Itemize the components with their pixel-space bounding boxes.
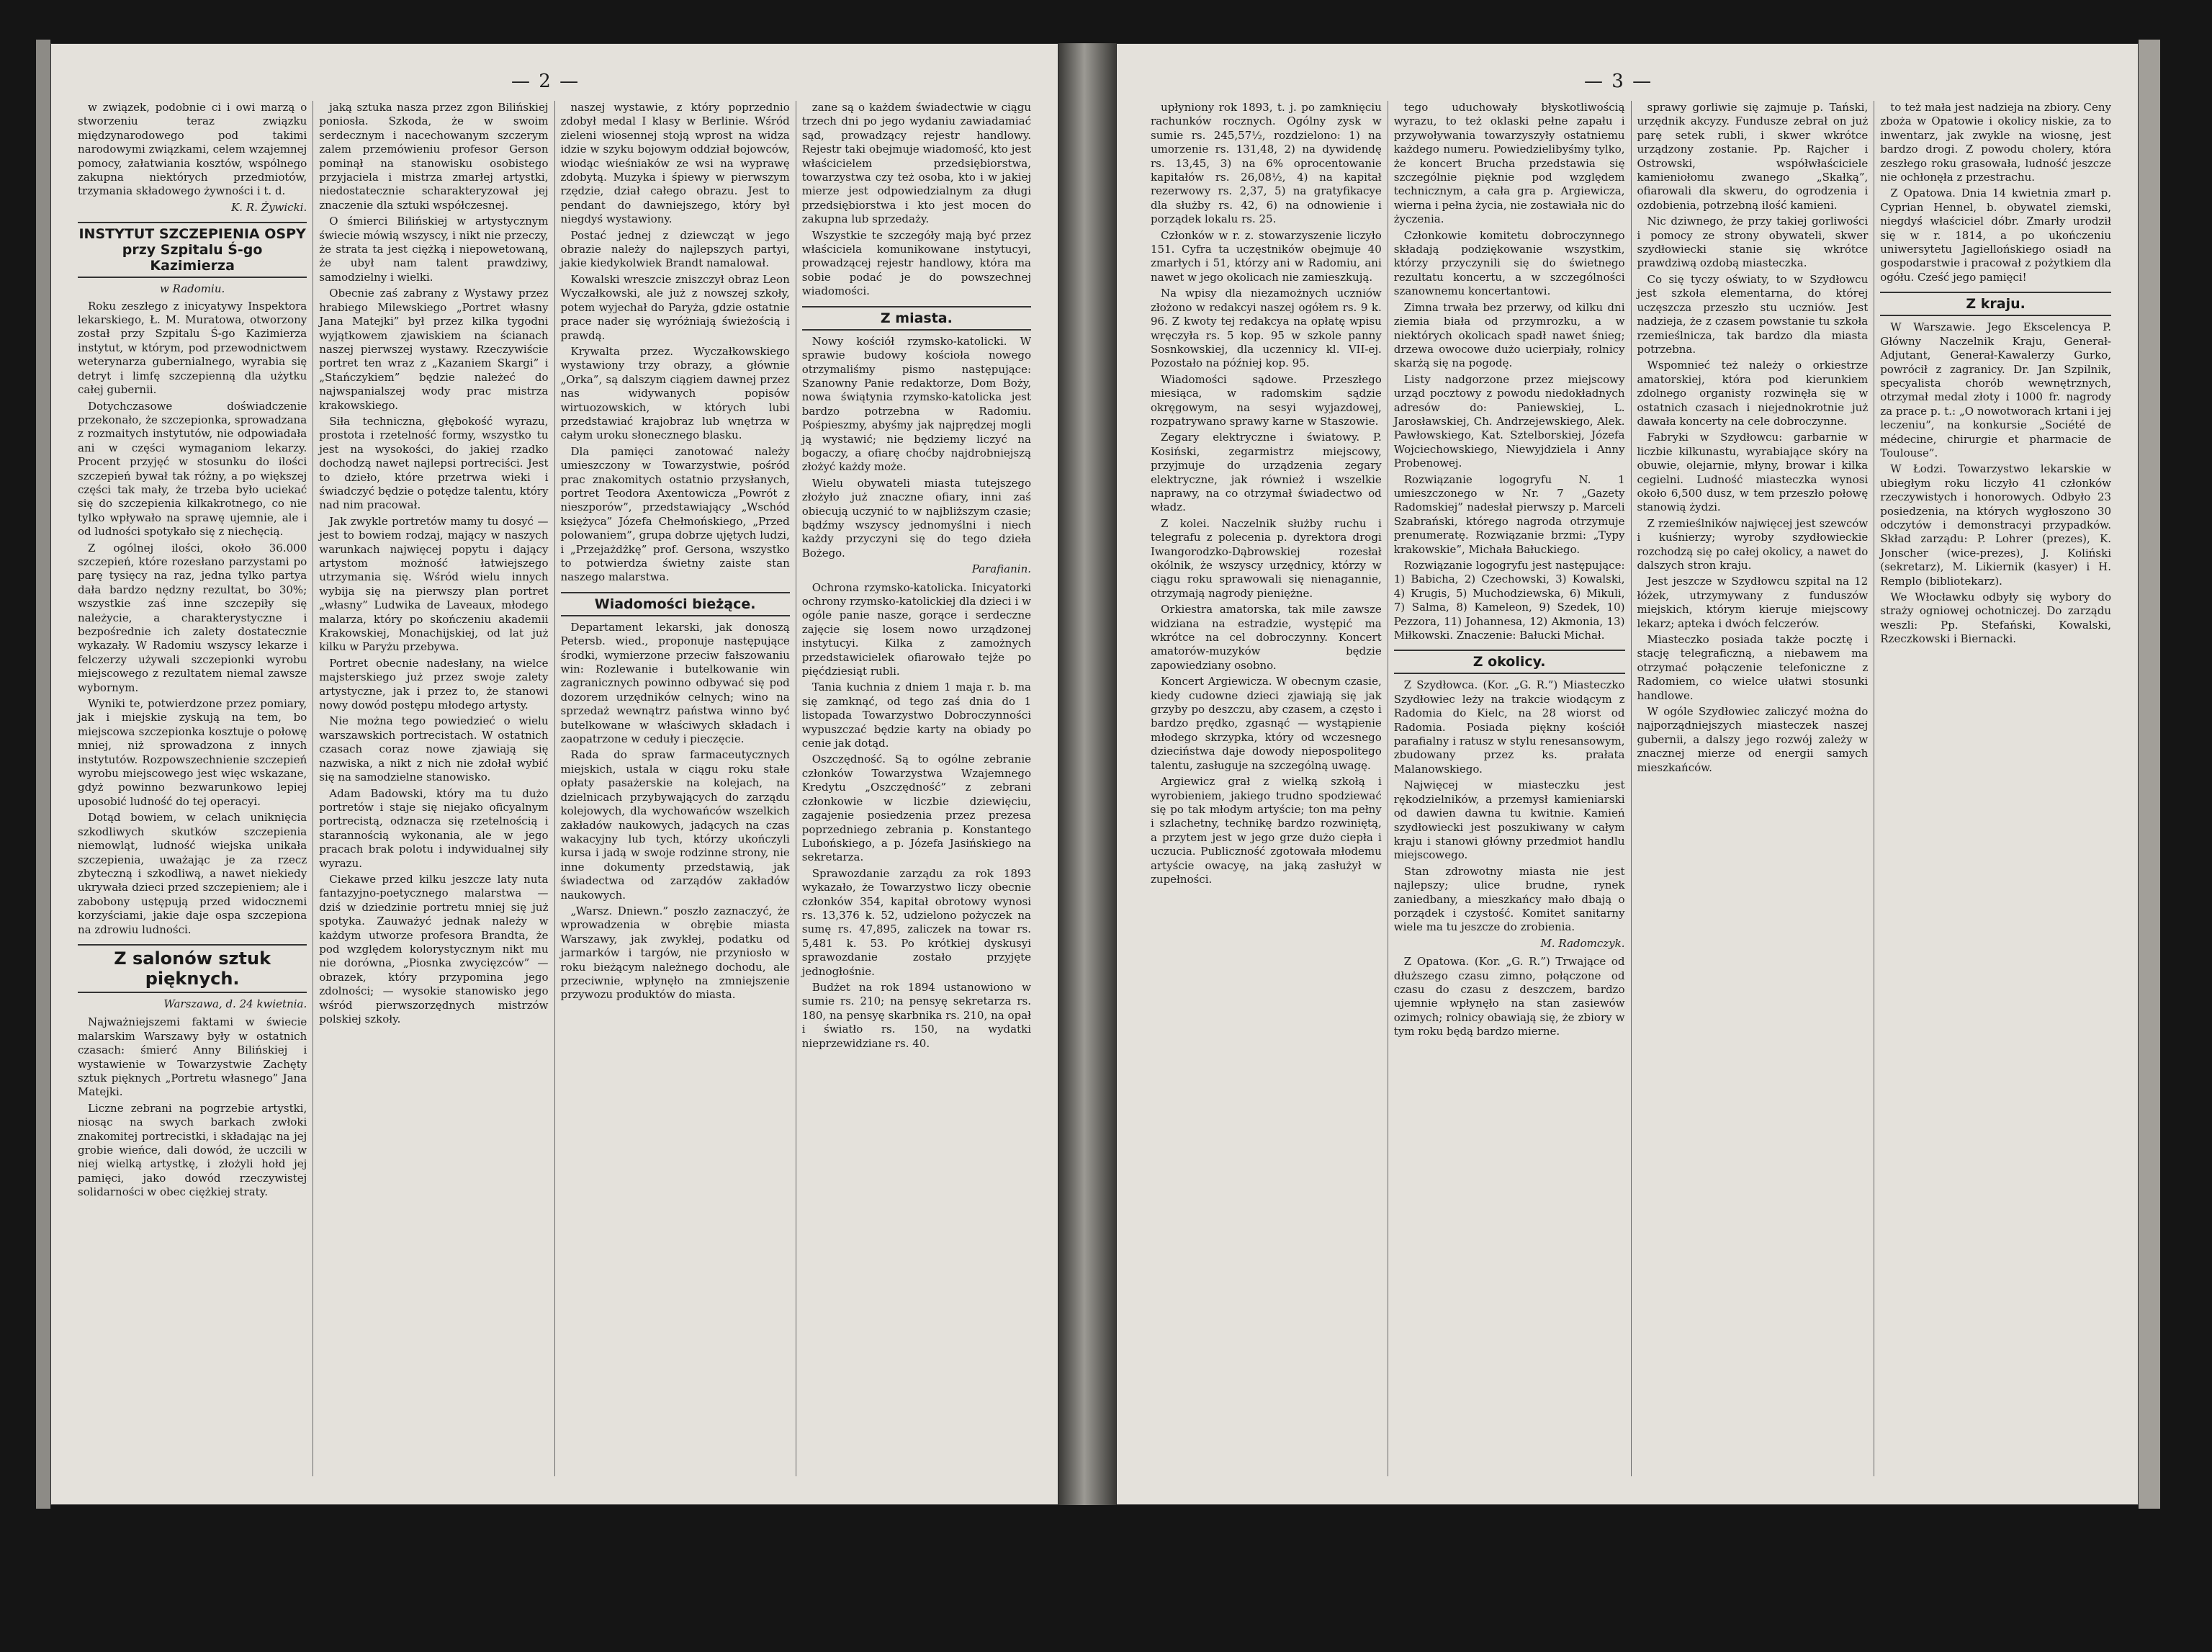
article-paragraph: Oszczędność. Są to ogólne zebranie członków Towarzystwa Wzajemnego Kredytu „Oszczędność” z zebrani członkowie w liczbie dziewięciu, zagajenie posiedzenia przez prezesa poprzedniego zebrania p. Konstantego Lubońskiego, a p. Józefa Jasińskiego na sekretarza. [801,753,1031,864]
article-paragraph: Dla pamięci zanotować należy umieszczony w Towarzystwie, pośród prac znakomitych ostatnio przysłanych, portret Teodora Axentowicza „Powrót z nieszporów”, przedstawiający „Wschód księżyca” Józefa Chełmońskiego, „Przed polowaniem”, grupa dobrze ujętych ludzi, i „Przejażdżkę” prof. Gersona, wszystko to potwierdza świetny zaiste stan naszego malarstwa. [560,444,790,584]
section-heading: Wiadomości bieżące. [561,592,790,616]
article-paragraph: Zimna trwała bez przerwy, od kilku dni ziemia biała od przymrozku, a w niektórych okolicach spadł nawet śnieg; drzewa owocowe dużo ucierpiały, rolnicy skarżą się na pogodę. [1393,300,1625,370]
binding-gutter [1058,43,1116,1505]
article-paragraph: Na wpisy dla niezamożnych uczniów złożono w redakcyi naszej ogółem rs. 9 k. 96. Z kwoty tej redakcya na opłatę wpisu wręczyła rs. 5 kop. 95 w szkole panny Sosnkowskiej, dla uczennicy kl. VII-ej. Pozostało na później kop. 95. [1151,287,1382,370]
page-edge-left [36,40,50,1509]
article-paragraph: Zegary elektryczne i światowy. P. Kosiński, zegarmistrz miejscowy, przyjmuje do urządzenia zegary elektryczne, jak również i wszelkie naprawy, na co otrzymał świadectwo od władz. [1151,431,1382,514]
article-paragraph: Sprawozdanie zarządu za rok 1893 wykazało, że Towarzystwo liczy obecnie członków 354, kapitał obrotowy wynosi rs. 13,376 k. 52, udzielono pożyczek na sumę rs. 47,895, zaliczek na towar rs. 5,481 k. 53. Po krótkiej dyskusyi sprawozdanie zostało przyjęte jednogłośnie. [801,866,1031,978]
article-paragraph: „Warsz. Dniewn.” poszło zaznaczyć, że wprowadzenia w obrębie miasta Warszawy, jak zwykłej, podatku od jarmarków i targów, nie przyniosło w roku bieżącym należnego dochodu, ale przeciwnie, wpłynęło na zmniejszenie przywozu produktów do miasta. [560,904,790,1002]
article-paragraph: Wiadomości sądowe. Przeszłego miesiąca, w radomskim sądzie okręgowym, na sesyi wyjazdowej, rozpatrywano sprawy karne w Staszowie. [1151,372,1382,428]
page-number: — 2 — [511,71,580,92]
article-paragraph: Portret obecnie nadesłany, na wielce majsterskiego już przez swoje zalety artystyczne, jak i przez to, że stanowi nowy dowód postępu młodego artysty. [319,656,549,712]
article-paragraph: W Warszawie. Jego Ekscelencya P. Główny Naczelnik Kraju, Generał-Adjutant, Generał-Kawalerzy Gurko, powrócił z zagranicy. Dr. Jan Szpilnik, specyalista chorób wewnętrznych, otrzymał medal złoty i 1000 fr. nagrody za prace p. t.: „O nowotworach krtani i jej leczeniu”, na konkursie „Société de médecine, chirurgie et pharmacie de Toulouse”. [1880,320,2111,459]
section-heading: Z kraju. [1880,292,2111,316]
article-paragraph: Nowy kościół rzymsko-katolicki. W sprawie budowy kościoła nowego otrzymaliśmy pismo następujące: Szanowny Panie redaktorze, Dom Boży, nowa świątynia rzymsko-katolicka jest bardzo potrzebna w Radomiu. Pośpieszmy, abyśmy jak najprędzej mogli ją wystawić; nie będziemy liczyć na bogaczy, a ofiarę choćby najdrobniejszą złożyć każdy może. [801,334,1031,474]
article-paragraph: sprawy gorliwie się zajmuje p. Tański, urzędnik akcyzy. Fundusze zebrał on już parę setek rubli, i skwer wkrótce urządzony zostanie. Pp. Rajcher i Ostrowski, współwłaściciele kamieniołomu zwanego „Skałką”, ofiarowali dla skweru, do ogrodzenia i ozdobienia, potrzebną ilość kamieni. [1637,101,1869,212]
article-paragraph: Najważniejszemi faktami w świecie malarskim Warszawy były w ostatnich czasach: śmierć Anny Bilińskiej i wystawienie w Towarzystwie Zachęty sztuk pięknych „Portretu własnego” Jana Matejki. [78,1015,307,1099]
article-paragraph: Ciekawe przed kilku jeszcze laty nuta fantazyjno-poetycznego malarstwa — dziś w dziedzinie portretu mniej się już spotyka. Zauważyć jednak należy w każdym utworze profesora Brandta, że pod względem kolorystycznym nikt mu nie dorówna, „Piosnka zwycięzców” — obrazek, który przypomina jego zdolności; — wysokie stanowisko jego wśród pierwszorzędnych mistrzów polskiej szkoły. [319,872,549,1025]
article-paragraph: Dotychczasowe doświadczenie przekonało, że szczepionka, sprowadzana z rozmaitych instytutów, nie odpowiadała ani w części wymaganiom lekarzy. Procent przyjęć w stosunku do ilości szczepień bywał tak różny, a po większej części tak mały, że trzeba było uciekać się do szczepienia kilkakrotnego, co nie tylko wpływało na sprawę ujemnie, ale i od ludności spotykało się z niechęcią. [78,399,307,539]
article-paragraph: Nic dziwnego, że przy takiej gorliwości i pomocy ze strony obywateli, skwer szydłowiecki stanie się wkrótce prawdziwą ozdobą miasteczka. [1637,215,1869,270]
article-paragraph: Adam Badowski, który ma tu dużo portretów i staje się niejako oficyalnym portrecistą, odznacza się rzetelnością i starannością wykonania, ale w jego pracach brak polotu i indywidualnej siły wyrazu. [319,786,549,870]
article-paragraph: Wspomnieć też należy o orkiestrze amatorskiej, która pod kierunkiem zdolnego organisty rozwinęła się w ostatnich czasach i niejednokrotnie już dawała koncerty na cele dobroczynne. [1637,359,1869,428]
article-paragraph: Jest jeszcze w Szydłowcu szpital na 12 łóżek, utrzymywany z funduszów miejskich, którym kieruje miejscowy lekarz; apteka i dwóch felczerów. [1637,575,1869,630]
page-edge-right [2139,40,2160,1509]
newspaper-column [313,101,554,1476]
article-paragraph: O śmierci Bilińskiej w artystycznym świecie mówią wszyscy, i nikt nie przeczy, że strata ta jest ciężką i niepowetowaną, że ubył nam talent prawdziwy, samodzielny i wielki. [319,215,549,284]
article-paragraph: W ogóle Szydłowiec zaliczyć można do najporządniejszych miasteczek naszej gubernii, a dalszy jego rozwój zależy w znacznej mierze od energii samych mieszkańców. [1637,705,1869,774]
text-columns [72,101,1037,1476]
article-paragraph: Nie można tego powiedzieć o wielu warszawskich portrecistach. W ostatnich czasach coraz nowe zjawiają się nazwiska, a nikt z nich nie zdołał wybić się na samodzielne stanowisko. [319,714,549,784]
article-paragraph: Członków w r. z. stowarzyszenie liczyło 151. Cyfra ta uczęstników obejmuje 40 zmarłych i 51, którzy ani w Radomiu, ani nawet w jego okolicach nie zamieszkują. [1151,228,1382,284]
section-subtitle: w Radomiu. [159,282,225,296]
article-paragraph: jaką sztuka nasza przez zgon Bilińskiej poniosła. Szkoda, że w swoim serdecznym i nacechowanym szczerym zalem przemówieniu profesor Gerson pominął na stanowisku osobistego przyjaciela i mistrza zmarłej artystki, niedostatecznie scharakteryzował jej znaczenie dla sztuki współczesnej. [319,101,549,212]
article-paragraph: We Włocławku odbyły się wybory do straży ogniowej ochotniczej. Do zarządu weszli: Pp. Stefański, Kowalski, Rzeczkowski i Biernacki. [1880,591,2111,646]
article-paragraph: Rada do spraw farmaceutycznych miejskich, ustala w ciągu roku stałe opłaty pasażerskie na kolejach, na dzielnicach przybywających do zarządu kolejowych, dla wychowańców wszelkich zakładów naukowych, jadących na czas wakacyjny lub tych, którzy ukończyli kursa i jadą w swoje rodzinne strony, nie inne dokumenty przedstawią, jak świadectwa od zarządów zakładów naukowych. [560,748,790,902]
section-heading: INSTYTUT SZCZEPIENIA OSPY przy Szpitalu Ś-go Kazimierza [78,222,307,278]
article-paragraph: Jak zwykle portretów mamy tu dosyć — jest to bowiem rodzaj, mający w naszych warunkach najwięcej popytu i dający artystom możność łatwiejszego utrzymania się. Wśród wielu innych wybija się na pierwszy plan portret „własny” Ludwika de Laveaux, młodego malarza, który po skończeniu akademii Krakowskiej, Monachijskiej, od lat już kilku w Paryżu przebywa. [319,514,549,654]
article-paragraph: Z ogólnej ilości, około 36.000 szczepień, które rozesłano parzystami po parę tysięcy na raz, jedna tylko partya dała bardzo nędzny rezultat, bo 30%; wszystkie zaś inne szczepiły się należycie, a charakterystyczne i bezpośrednie ich zalety dostatecznie wykazały. W Radomiu wszyscy lekarze i felczerzy używali szczepionki wyrobu miejscowego z rezultatem niemal zawsze wybornym. [78,541,307,694]
newspaper-column [72,101,313,1476]
article-paragraph: Argiewicz grał z wielką szkołą i wyrobieniem, jakiego trudno spodziewać się po tak młodym artyście; ton ma pełny i szlachetny, technikę bardzo rozwiniętą, a przytem jest w jego grze dużo ciepła i uczucia. Publiczność zgotowała młodemu artyście owacyę, na jaką zasłużył w zupełności. [1151,775,1382,886]
article-paragraph: upłyniony rok 1893, t. j. po zamknięciu rachunków rocznych. Ogólny zysk w sumie rs. 245,57½, rozdzielono: 1) na umorzenie rs. 131,48, 2) na dywidendę rs. 13,45, 3) na 6% oprocentowanie kapitałów rs. 26,08½, 4) na kapitał rezerwowy rs. 2,37, 5) na gratyfikacye dla służby rs. 42, 6) na odnowienie i porządek lokalu rs. 25. [1151,101,1382,226]
article-paragraph: Siła techniczna, głębokość wyrazu, prostota i rzetelność formy, wszystko tu jest na wysokości, do jakiej rzadko dochodzą nawet najlepsi portreciści. Jest to dzieło, które przetrwa wieki i świadczyć będzie o potędze talentu, który nad nim pracował. [319,414,549,512]
newspaper-column [1874,101,2117,1476]
article-paragraph: w związek, podobnie ci i owi marzą o stworzeniu teraz związku międzynarodowego pod takimi narodowymi związkami, celem wzajemnej pomocy, załatwiania kosztów, wspólnego zakupna niektórych przedmiotów, trzymania składowego żywności i t. d. [78,101,307,198]
article-paragraph: tego uduchowały błyskotliwością wyrazu, to też oklaski pełne zapału i przywoływania towarzyszyły ostatniemu każdego numeru. Powiedzielibyśmy tylko, że koncert Brucha przedstawia się szczególnie pięknie pod względem technicznym, a cała gra p. Argiewicza, wierna i pełna życia, nie zostawiała nic do życzenia. [1393,101,1625,226]
newspaper-column [796,101,1037,1476]
left-page [50,43,1058,1505]
article-paragraph: naszej wystawie, z który poprzednio zdobył medal I klasy w Berlinie. Wśród zieleni wiosennej stoją wprost na widza idzie w szyku bojowym oddział bojowców, wiodąc wieśniaków ze wsi na wyprawę zdobytą. Muzyka i śpiewy w pierwszym rzędzie, dział całego obrazu. Jest to pendant do dawniejszego, który był niegdyś wystawiony. [560,101,790,226]
newspaper-column [1145,101,1388,1476]
article-paragraph: Budżet na rok 1894 ustanowiono w sumie rs. 210; na pensyę sekretarza rs. 180, na pensyę skarbnika rs. 210, na opał i światło rs. 150, na wydatki nieprzewidziane rs. 40. [801,980,1031,1050]
article-paragraph: Z kolei. Naczelnik służby ruchu i telegrafu z polecenia p. dyrektora drogi Iwangorodzko-Dąbrowskiej rozesłał okólnik, że wszyscy urzędnicy, którzy w ciągu roku sprawowali się nienagannie, otrzymają nagrody pieniężne. [1151,516,1382,600]
article-paragraph: to też mała jest nadzieja na zbiory. Ceny zboża w Opatowie i okolicy niskie, za to inwentarz, jak zwykle na wiosnę, jest bardzo drogi. Z powodu cholery, która zeszłego roku grasowała, ludność jeszcze nie ochłonęła z przestrachu. [1880,101,2111,184]
article-paragraph: Fabryki w Szydłowcu: garbarnie w liczbie kilkunastu, wyrabiające skóry na obuwie, olejarnie, młyny, browar i kilka cegielni. Ludność miasteczka wynosi około 6,500 dusz, w tem przeszło połowę stanowią żydzi. [1637,431,1869,514]
article-paragraph: Koncert Argiewicza. W obecnym czasie, kiedy cudowne dzieci zjawiają się jak grzyby po deszczu, aby czasem, a często i bardzo prędko, zgasnąć — wystąpienie młodego skrzypka, który od wczesnego dzieciństwa daje dowody niepospolitego talentu, zasługuje na szczególną uwagę. [1151,675,1382,772]
article-paragraph: Obecnie zaś zabrany z Wystawy przez hrabiego Milewskiego „Portret własny Jana Matejki” był przez kilka tygodni wyjątkowem zjawiskiem na ścianach naszej pierwszej wystawy. Rzeczywiście portret ten wraz z „Kazaniem Skargi” i „Stańczykiem” będzie należeć do najwspanialszej wody prac mistrza krakowskiego. [319,287,549,412]
article-paragraph: Krywalta przez. Wyczałkowskiego wystawiony trzy obrazy, a głównie „Orka”, są dalszym ciągiem dawnej przez nas widywanych popisów wirtuozowskich, w których lubi przedstawiać krajobraz lub wnętrza w całym uroku słonecznego blasku. [560,344,790,442]
article-paragraph: Kowalski wreszcie zniszczył obraz Leon Wyczałkowski, ale już z nowszej szkoły, potem wyjechał do Paryża, gdzie ostatnie prace nader się wyróżniają świeżością i prawdą. [560,272,790,342]
article-paragraph: Co się tyczy oświaty, to w Szydłowcu jest szkoła elementarna, do której uczęszcza przeszło stu uczniów. Jest nadzieja, że z czasem powstanie tu szkoła rzemieślnicza, tak bardzo dla miasta potrzebna. [1637,272,1869,356]
article-paragraph: Miasteczko posiada także pocztę i stację telegraficzną, a niebawem ma otrzymać połączenie telefoniczne z Radomiem, co wielce ułatwi stosunki handlowe. [1637,633,1869,702]
article-paragraph: Najwięcej w miasteczku jest rękodzielników, a przemysł kamieniarski od dawien dawna tu kwitnie. Kamień szydłowiecki jest poszukiwany w całym kraju i stanowi główny przedmiot handlu miejscowego. [1393,778,1625,862]
article-paragraph: Z rzemieślników najwięcej jest szewców i kuśnierzy; wyroby szydłowieckie rozchodzą się po całej okolicy, a nawet do dalszych stron kraju. [1637,516,1869,572]
byline: Warszawa, d. 24 kwietnia. [163,997,307,1010]
text-columns [1145,101,2117,1476]
article-paragraph: Orkiestra amatorska, tak mile zawsze widziana na estradzie, występić ma wkrótce na cel dobroczynny. Koncert amatorów-muzyków będzie zapowiedziany osobno. [1151,603,1382,672]
article-paragraph: Członkowie komitetu dobroczynnego składają podziękowanie wszystkim, którzy przyczynili się do świetnego rezultatu koncertu, a w szczególności szanownemu koncertantowi. [1393,228,1625,298]
newspaper-column [555,101,796,1476]
article-paragraph: Postać jednej z dziewcząt w jego obrazie należy do najlepszych partyi, jakie kiedykolwiek Brandt namalował. [560,228,790,270]
section-heading: Z miasta. [802,306,1031,331]
article-paragraph: Rozwiązanie logogryfu N. 1 umieszczonego w Nr. 7 „Gazety Radomskiej” nadesłał pierwszy p. Marceli Szabrański, którego nagroda otrzymuje prenumeratę. Rozwiązanie brzmi: „Typy krakowskie”, Michała Bałuckiego. [1393,472,1625,556]
article-paragraph: Z Opatowa. (Kor. „G. R.”) Trwające od dłuższego czasu zimno, połączone od czasu do czasu z deszczem, bardzo ujemnie wpłynęło na stan zasiewów ozimych; rolnicy obawiają się, że zbiory w tym roku będą bardzo mierne. [1393,955,1625,1038]
page-number: — 3 — [1584,71,1653,92]
article-paragraph: Wyniki te, potwierdzone przez pomiary, jak i miejskie zyskują na tem, bo miejscowa szczepionka kosztuje o połowę mniej, niż sprowadzona z innych instytutów. Rozpowszechnienie szczepień wyrobu miejscowego jest więc wskazane, gdyż powinno bezwarunkowo lepiej uposobić ludność do tej operacyi. [78,697,307,808]
article-paragraph: Wielu obywateli miasta tutejszego złożyło już znaczne ofiary, inni zaś obiecują uczynić to w najbliższym czasie; bądźmy wszyscy jednomyślni i niech każdy przyczyni się do tego dzieła Bożego. [801,476,1031,560]
byline: Parafianin. [971,562,1031,576]
article-paragraph: Stan zdrowotny miasta nie jest najlepszy; ulice brudne, rynek zaniedbany, a mieszkańcy mało dbają o porządek i czystość. Komitet sanitarny wiele ma tu jeszcze do zrobienia. [1393,864,1625,934]
article-paragraph: Z Szydłowca. (Kor. „G. R.”) Miasteczko Szydłowiec leży na trakcie wiodącym z Radomia do Kielc, na 28 wiorst od Radomia. Posiada piękny kościół parafialny i ratusz w stylu renesansowym, zbudowany przez ks. prałata Malanowskiego. [1393,678,1625,776]
right-page [1116,43,2139,1505]
newspaper-column [1632,101,1875,1476]
article-paragraph: Tania kuchnia z dniem 1 maja r. b. ma się zamknąć, od tego zaś dnia do 1 listopada Towarzystwo Dobroczynności wypuszczać będzie karty na obiady po cenie jak dotąd. [801,681,1031,750]
article-paragraph: zane są o każdem świadectwie w ciągu trzech dni po jego wydaniu zawiadamiać sąd, prowadzący rejestr handlowy. Rejestr taki obejmuje wiadomość, kto jest właścicielem przedsiębiorstwa, towarzystwa czy też osoba, kto i w jakiej mierze jest odpowiedzialnym za długi przedsiębiorstwa i kto jest mocen do zakupna lub sprzedaży. [801,101,1031,226]
article-paragraph: Rozwiązanie logogryfu jest następujące: 1) Babicha, 2) Czechowski, 3) Kowalski, 4) Krugis, 5) Muchodziewska, 6) Mikuli, 7) Salma, 8) Kameleon, 9) Szedek, 10) Pezzora, 11) Johannesa, 12) Akmonia, 13) Miłkowski. Znaczenie: Bałucki Michał. [1393,559,1625,642]
article-paragraph: Roku zeszłego z inicyatywy Inspektora lekarskiego, Ł. M. Muratowa, otworzony został przy Szpitalu Ś-go Kazimierza instytut, w którym, pod przewodnictwem weterynarza gubernialnego, wyrabia się detryt i limfę szczepienną dla użytku całej gubernii. [78,299,307,397]
byline: M. Radomczyk. [1540,936,1625,950]
section-heading: Z salonów sztuk pięknych. [78,944,307,993]
article-paragraph: Departament lekarski, jak donoszą Petersb. wied., proponuje następujące środki, wymierzone przeciw fałszowaniu win: Rozlewanie i butelkowanie win zagranicznych powinno odbywać się pod dozorem urzędników celnych; wino na sprzedaż wewnątrz państwa winno być butelkowane w właściwych składach i zaopatrzone w ceduły i pieczęcie. [560,620,790,746]
byline: K. R. Żywicki. [231,200,307,214]
article-paragraph: Wszystkie te szczegóły mają być przez właściciela komunikowane instytucyi, prowadzącej rejestr handlowy, która ma sobie podać je do powszechnej wiadomości. [801,228,1031,298]
article-paragraph: Dotąd bowiem, w celach uniknięcia szkodliwych skutków szczepienia niemowląt, ludność wiejska unikała szczepienia, uważając je za rzecz zbyteczną i szkodliwą, a nawet niekiedy ukrywała dzieci przed szczepieniem; ale i zabobony ustępują przed widocznemi korzyściami, jakie daje ospa szczepiona na zdrowiu ludności. [78,811,307,936]
newspaper-column [1388,101,1632,1476]
article-paragraph: Liczne zebrani na pogrzebie artystki, niosąc na swych barkach zwłoki znakomitej portrecistki, i składając na jej grobie wieńce, dali dowód, że uczcili w niej wielką artystkę, i złożyli hołd jej pamięci, jako dowód rzeczywistej solidarności w obec ciężkiej straty. [78,1101,307,1199]
article-paragraph: W Łodzi. Towarzystwo lekarskie w ubiegłym roku liczyło 41 członków rzeczywistych i honorowych. Odbyło 23 posiedzenia, na których wygłoszono 30 odczytów i demonstracyi przypadków. Skład zarządu: P. Lohrer (prezes), K. Jonscher (wice-prezes), J. Koliński (sekretarz), M. Likiernik (kasyer) i H. Remplo (bibliotekarz). [1880,462,2111,588]
article-paragraph: Ochrona rzymsko-katolicka. Inicyatorki ochrony rzymsko-katolickiej dla dzieci i w ogóle panie nasze, gorące i serdeczne zajęcie się losem nowo urządzonej instytucyi. Kilka z zamożnych przedstawicielek ofiarowało tejże po pięćdziesiąt rubli. [801,580,1031,678]
article-paragraph: Z Opatowa. Dnia 14 kwietnia zmarł p. Cyprian Hennel, b. obywatel ziemski, niegdyś właściciel dóbr. Zmarły urodził się w r. 1814, a po ukończeniu uniwersytetu Jagiellońskiego osiadł na gospodarstwie i pracował z pożytkiem dla ogółu. Cześć jego pamięci! [1880,187,2111,284]
section-heading: Z okolicy. [1394,650,1625,674]
article-paragraph: Listy nadgorzone przez miejscowy urząd pocztowy z powodu niedokładnych adresów do: Paniewskiej, L. Jarosławskiej, Ch. Andrzejewskiego, Alek. Pawłowskiego, Kat. Sztelborskiej, Józefa Wojciechowskiego, Niewyjdziela i Anny Probenowej. [1393,372,1625,470]
